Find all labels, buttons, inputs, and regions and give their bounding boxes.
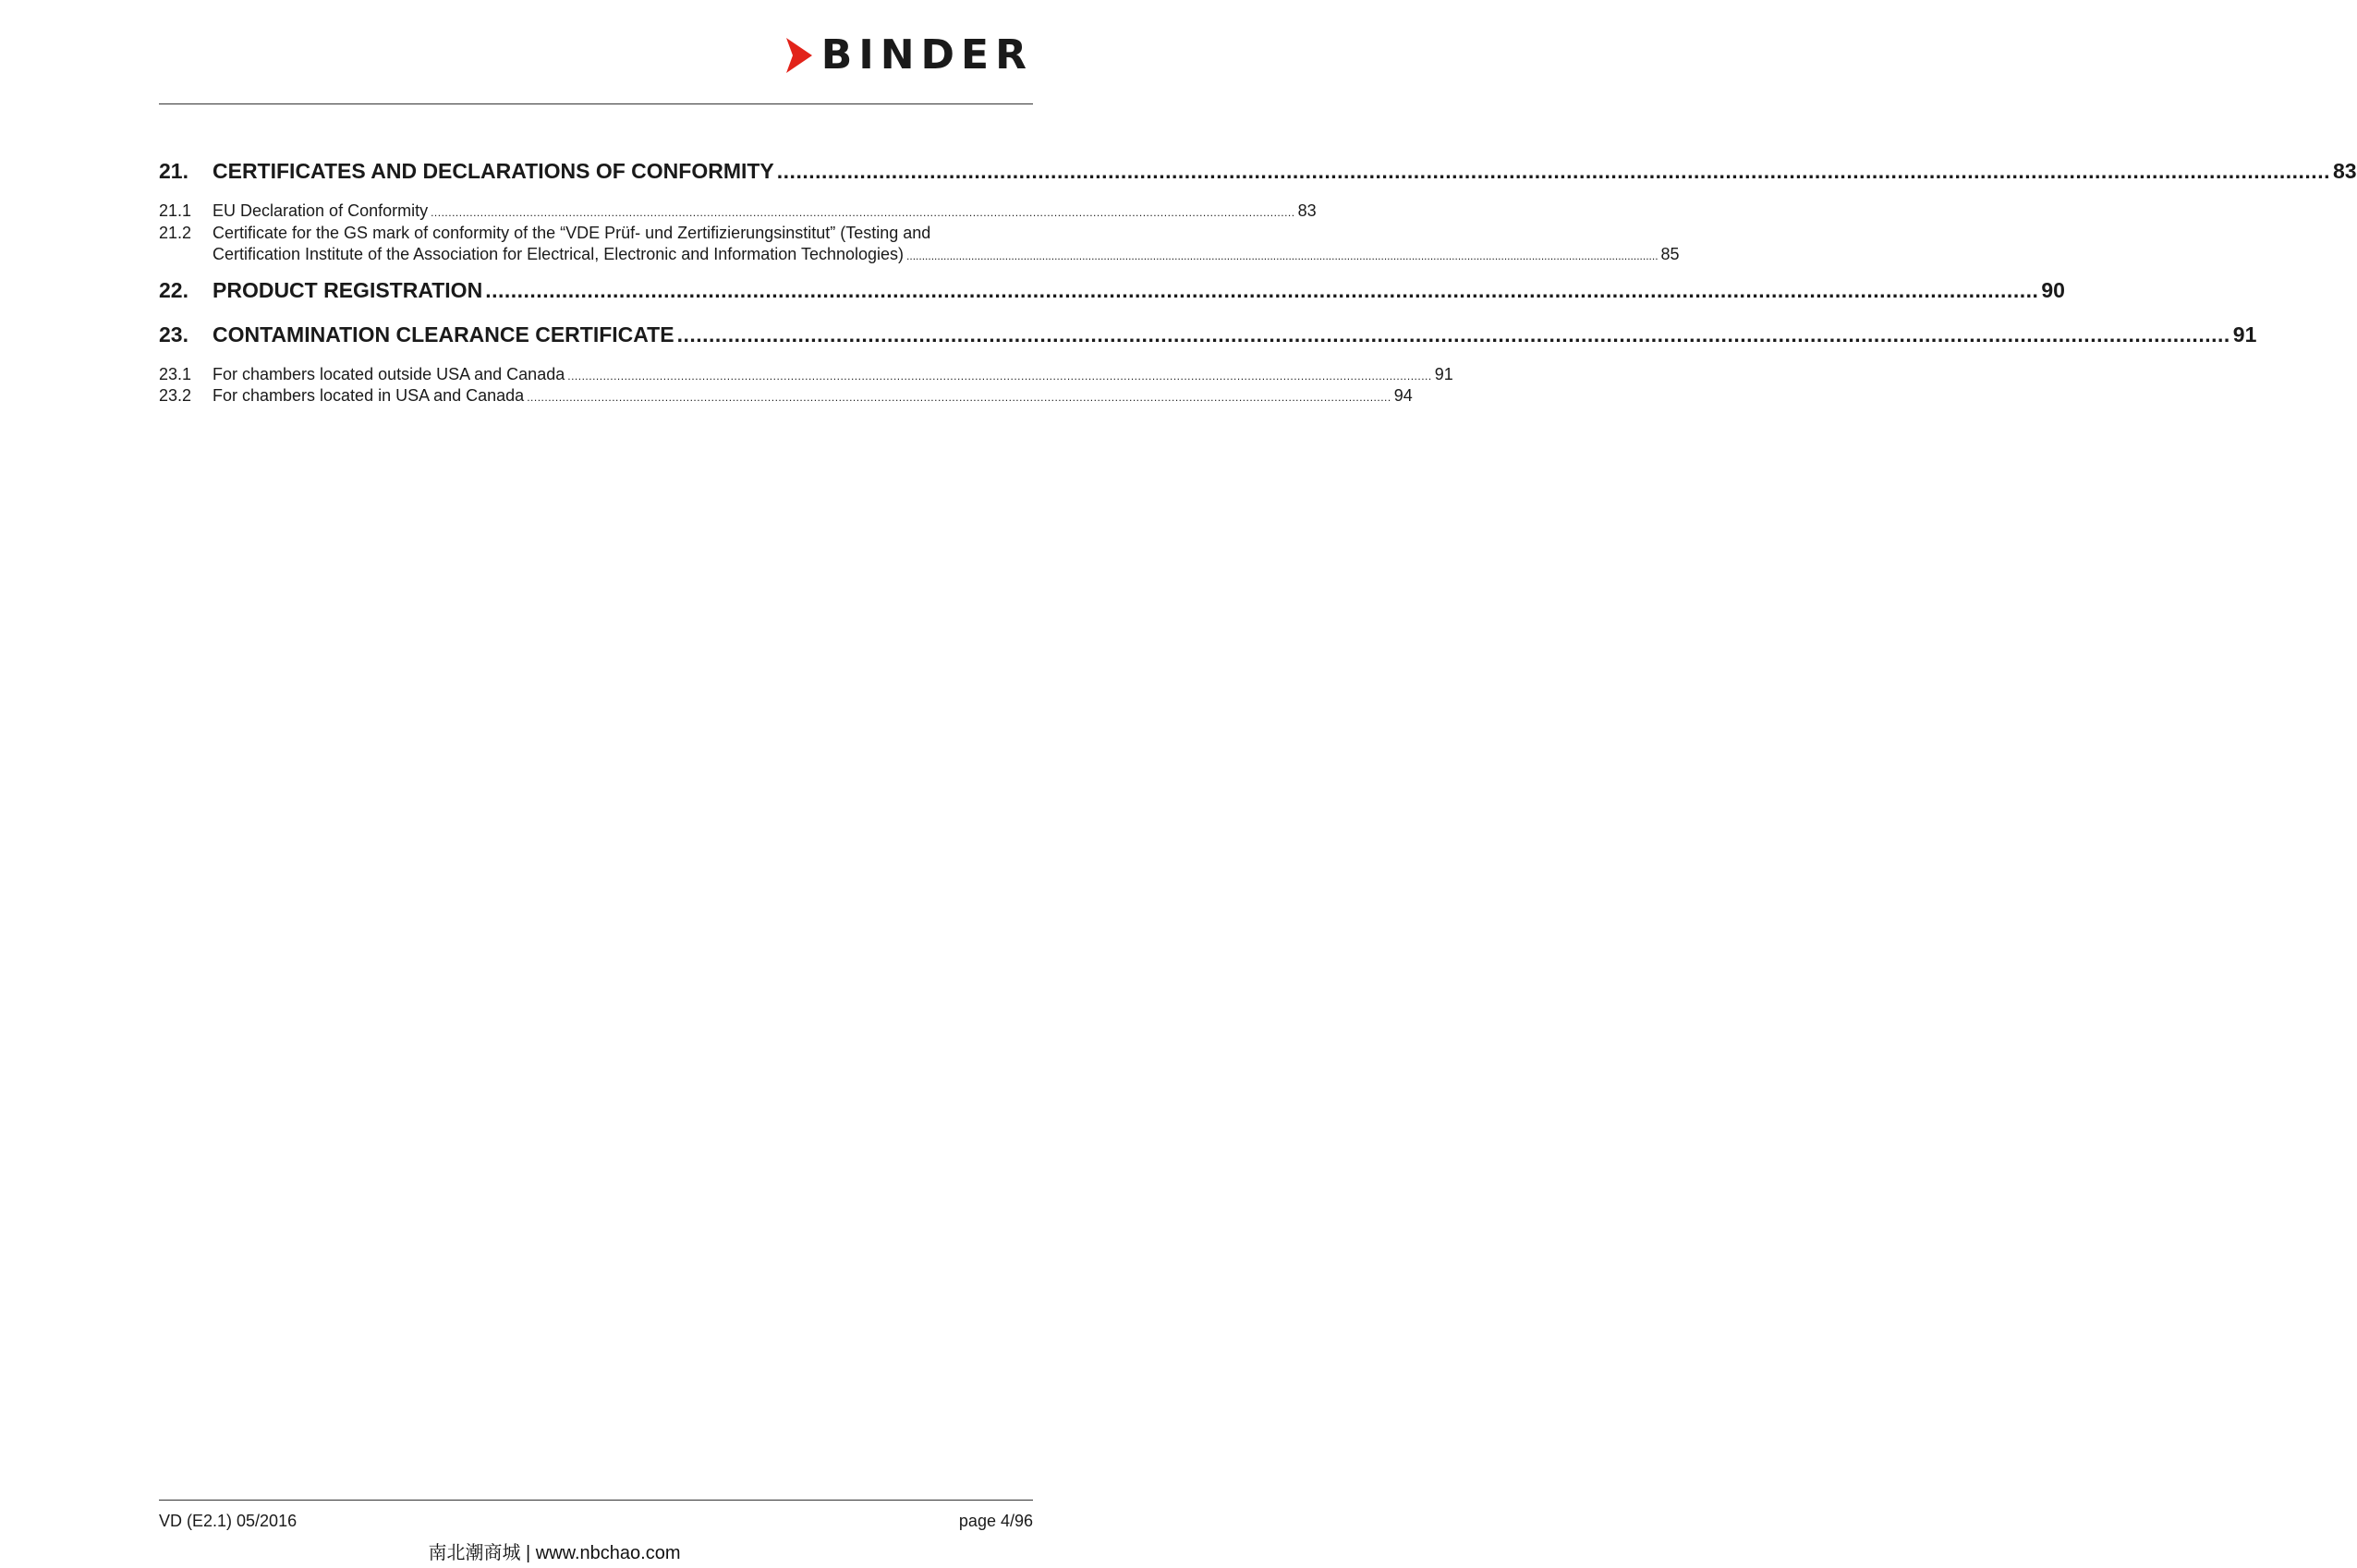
toc-title: CONTAMINATION CLEARANCE CERTIFICATE [213, 322, 674, 346]
toc-title-line2: Certification Institute of the Association for Electrical, Electronic and Information Technologies) [213, 245, 905, 263]
toc-chapter-21[interactable] [159, 159, 2357, 192]
document-id: VD (E2.1) 05/2016 [159, 1512, 298, 1530]
toc-leader [906, 246, 1658, 267]
watermark-text: 南北潮商城 | www.nbchao.com [428, 1543, 681, 1563]
toc-page: 85 [1660, 245, 1680, 263]
toc-page: 91 [1434, 365, 1453, 383]
toc-page: 83 [2332, 159, 2357, 183]
toc-chapter-22[interactable] [159, 278, 2065, 311]
toc-title: For chambers located in USA and Canada [213, 386, 525, 405]
toc-number: 22. [159, 278, 188, 302]
toc-leader [431, 206, 1295, 219]
table-of-contents [159, 159, 2357, 407]
footer-divider [159, 1500, 1033, 1501]
page-number: page 4/96 [958, 1512, 1033, 1530]
toc-number: 21.1 [159, 201, 192, 220]
toc-page: 90 [2041, 278, 2065, 302]
toc-number: 21.2 [159, 224, 192, 242]
binder-logo-mark-icon [784, 36, 816, 75]
toc-section-21-2[interactable] [159, 223, 1680, 267]
toc-title: EU Declaration of Conformity [213, 201, 429, 220]
toc-title: CERTIFICATES AND DECLARATIONS OF CONFORMITY [213, 159, 774, 183]
header-divider [159, 103, 1033, 104]
toc-title-line1: Certificate for the GS mark of conformity of the “VDE Prüf- und Zertifizierungsinstitut” (Testing and [213, 224, 931, 242]
toc-number: 23. [159, 322, 188, 346]
toc-chapter-23[interactable] [159, 322, 2257, 356]
toc-page: 94 [1393, 386, 1413, 405]
toc-leader [677, 322, 2230, 347]
toc-section-23-2[interactable] [159, 386, 1413, 407]
toc-number: 23.2 [159, 386, 192, 405]
toc-title: PRODUCT REGISTRATION [213, 278, 483, 302]
toc-number: 21. [159, 159, 188, 183]
toc-section-21-1[interactable] [159, 201, 1317, 223]
toc-leader [567, 370, 1432, 383]
toc-title: For chambers located outside USA and Canada [213, 365, 565, 383]
toc-leader [485, 278, 2038, 303]
toc-number: 23.1 [159, 365, 192, 383]
toc-leader [527, 391, 1391, 404]
toc-page: 91 [2232, 322, 2257, 346]
binder-logo [784, 31, 1033, 79]
toc-section-23-1[interactable] [159, 365, 1453, 386]
toc-leader [777, 159, 2330, 184]
toc-page: 83 [1297, 201, 1317, 220]
logo-text: BINDER [820, 31, 1033, 79]
